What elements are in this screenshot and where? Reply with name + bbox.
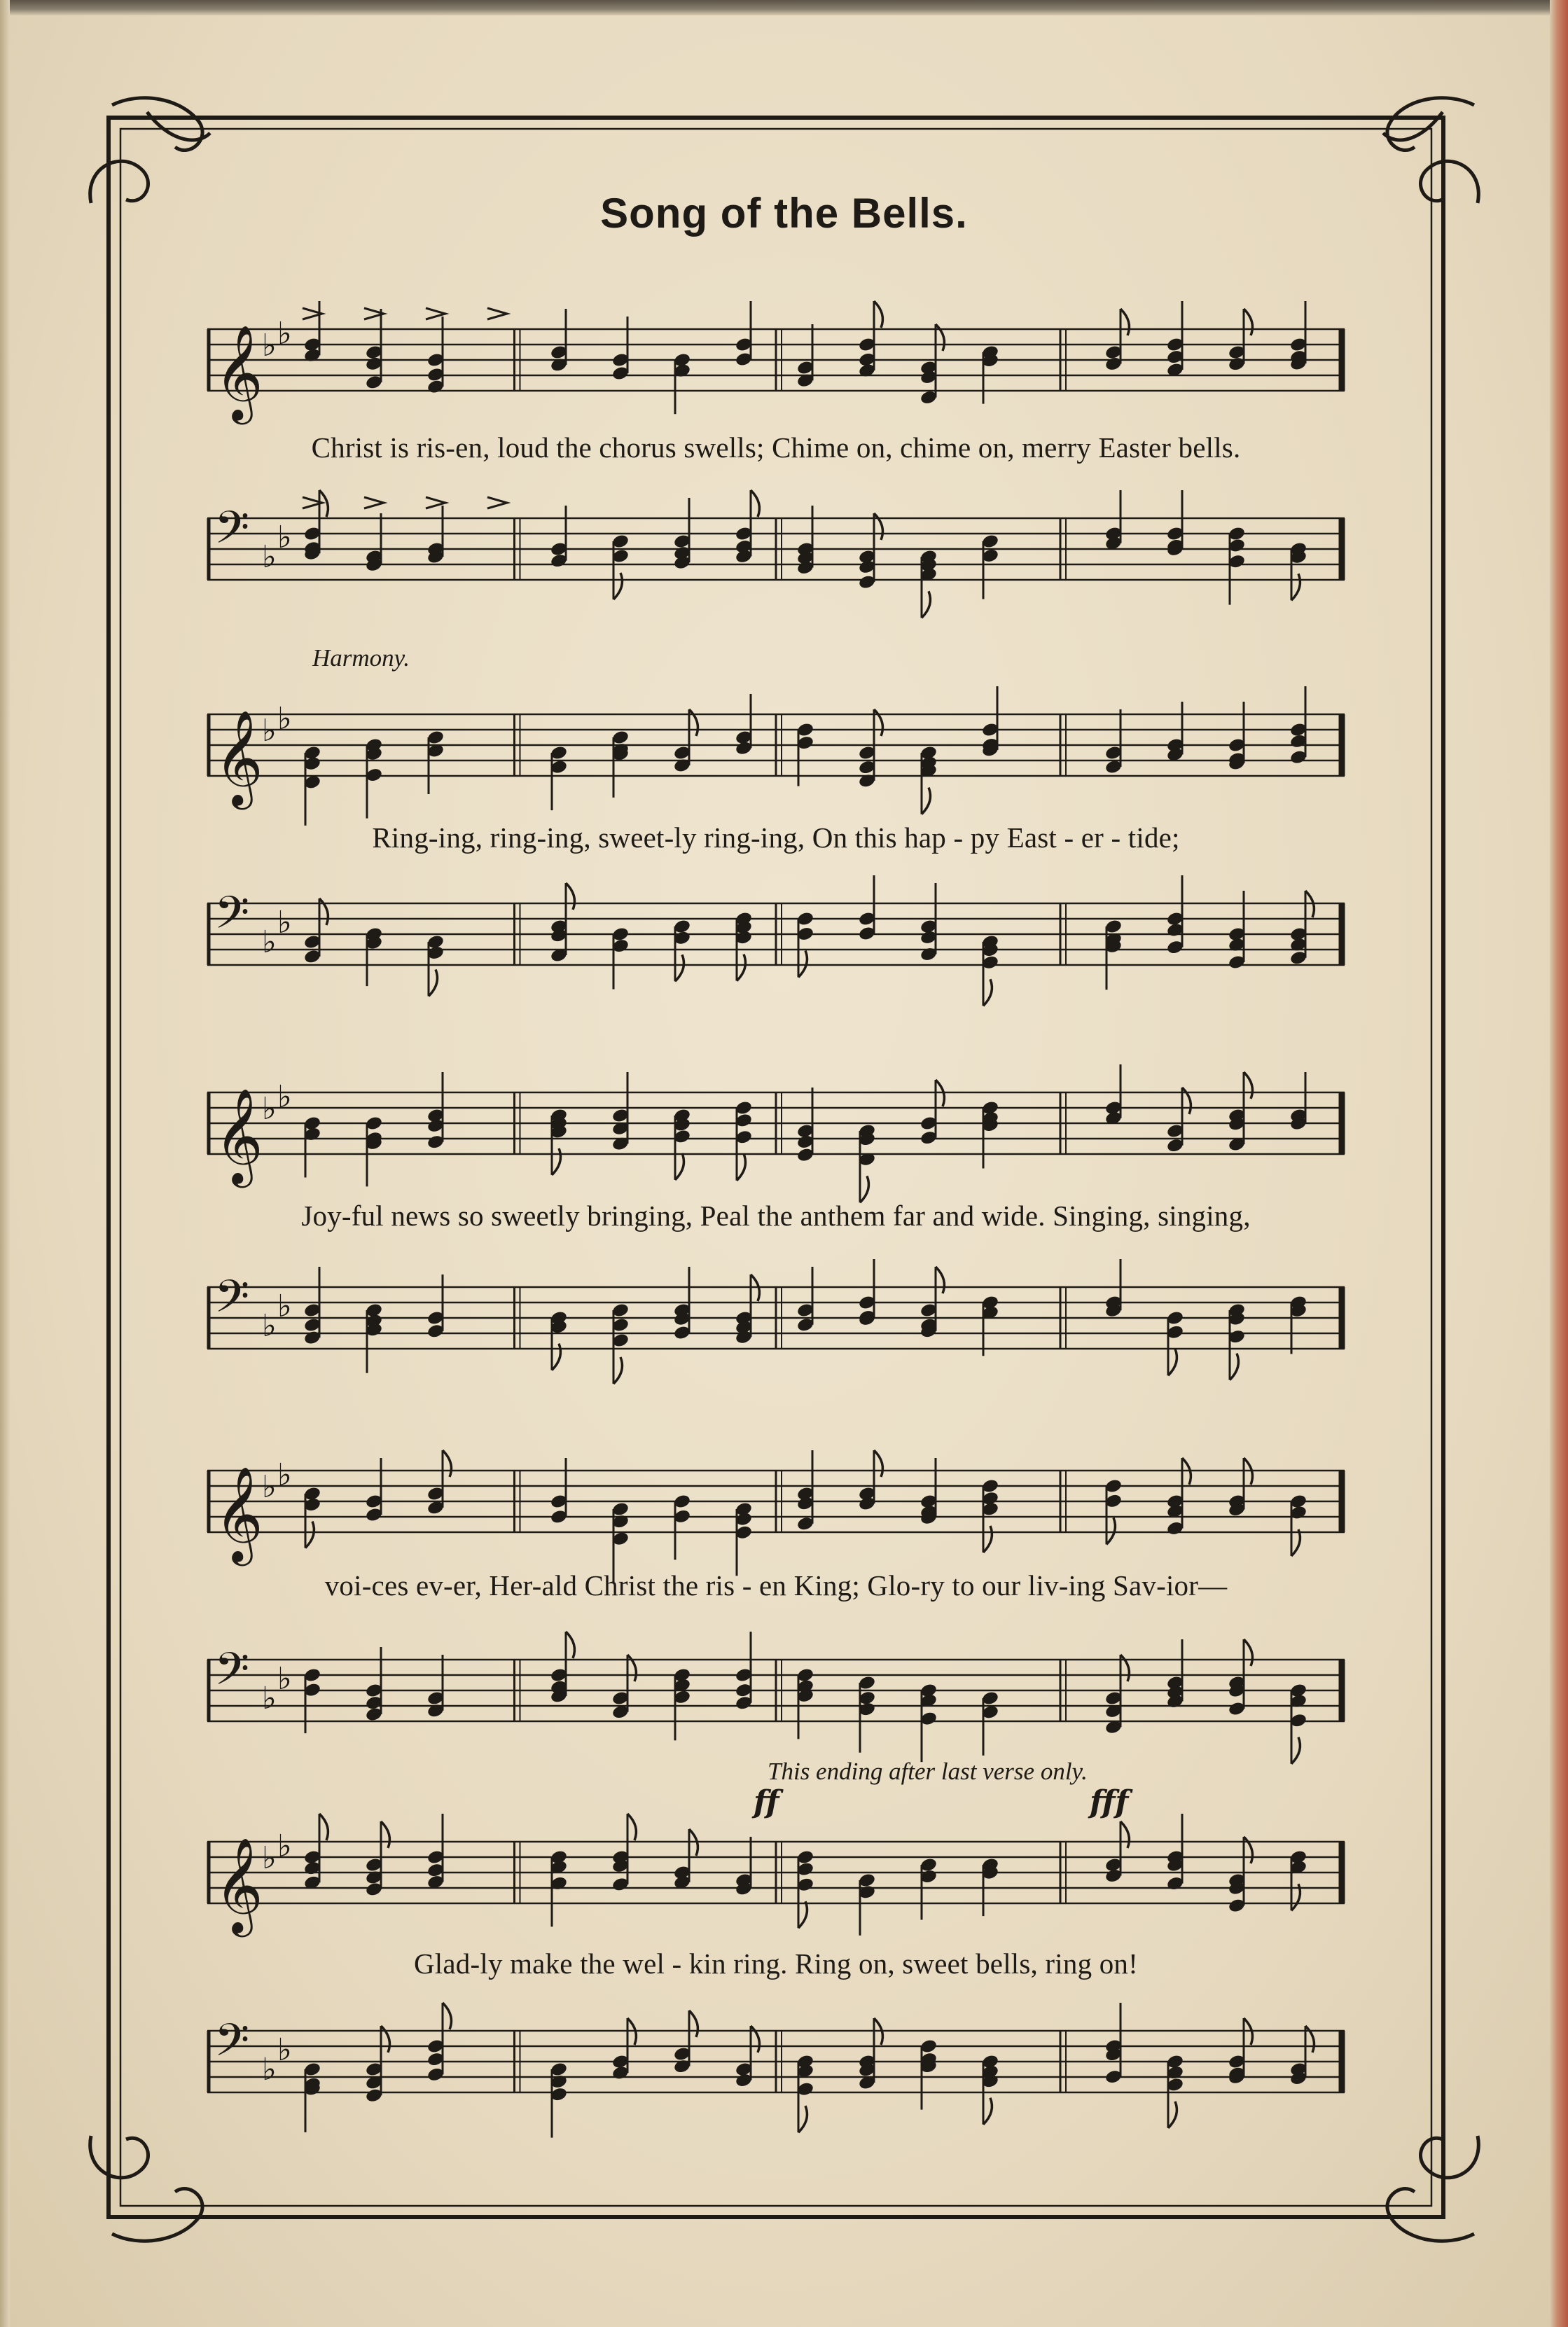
note-flag — [1291, 574, 1300, 600]
notes — [303, 2003, 1314, 2138]
flat-icon: ♭ — [262, 713, 277, 749]
notes — [303, 1632, 1307, 1764]
note-flag — [627, 1655, 636, 1681]
treble-staff — [207, 1800, 1345, 1968]
note-flag — [1244, 309, 1252, 335]
note-flag — [1168, 1349, 1177, 1375]
flat-icon: ♭ — [262, 924, 277, 960]
treble-staff — [207, 287, 1345, 455]
note-flag — [443, 2003, 451, 2029]
note-flag — [1121, 1655, 1129, 1681]
flat-icon: ♭ — [262, 1469, 277, 1505]
notes — [303, 875, 1314, 1006]
note-flag — [1244, 1837, 1252, 1863]
flat-icon: ♭ — [277, 1288, 292, 1324]
treble-staff — [207, 1050, 1345, 1218]
flat-icon: ♭ — [262, 539, 277, 575]
note-flag — [1168, 2102, 1177, 2128]
note-flag — [613, 573, 622, 599]
hymn-title: Song of the Bells. — [600, 190, 968, 237]
note-flag — [1244, 1072, 1252, 1099]
treble-clef-icon: 𝄞 — [214, 324, 263, 420]
lyric-line-1: Christ is ris-en, loud the chorus swells; Chime on, chime on, merry Easter bells. — [311, 431, 1241, 464]
note-flag — [798, 2106, 807, 2132]
note-flag — [689, 2010, 698, 2037]
note-flag — [429, 970, 437, 996]
note-flag — [751, 2026, 759, 2052]
note-flag — [751, 490, 759, 517]
bass-clef-icon: 𝄢 — [214, 502, 250, 565]
note-flag — [566, 883, 574, 910]
flat-icon: ♭ — [262, 2052, 277, 2088]
note-flag — [936, 1267, 944, 1293]
note-flag — [922, 591, 930, 618]
bass-staff — [207, 861, 1345, 1029]
notes — [303, 686, 1307, 826]
flat-icon: ♭ — [262, 1681, 277, 1716]
note-flag — [1291, 1529, 1300, 1556]
flat-icon: ♭ — [277, 1457, 292, 1493]
accent-icon — [364, 497, 384, 508]
note-flag — [1230, 1354, 1238, 1380]
flat-icon: ♭ — [277, 905, 292, 940]
note-flag — [381, 2026, 389, 2052]
bass-staff — [207, 476, 1345, 644]
note-flag — [552, 1148, 560, 1175]
notes — [303, 301, 1307, 414]
flat-icon: ♭ — [277, 1828, 292, 1864]
bass-clef-icon: 𝄢 — [214, 2015, 250, 2078]
note-flag — [983, 979, 992, 1006]
note-flag — [922, 788, 930, 814]
flat-icon: ♭ — [262, 328, 277, 363]
note-flag — [675, 954, 684, 981]
flat-icon: ♭ — [277, 1661, 292, 1697]
note-flag — [566, 1632, 574, 1658]
note-flag — [1106, 1517, 1115, 1544]
note-flag — [552, 1344, 560, 1370]
lyric-line-4: voi-ces ev-er, Her-ald Christ the ris - en King; Glo-ry to our liv-ing Sav-ior— — [324, 1569, 1228, 1602]
note-flag — [798, 1901, 807, 1928]
lyric-line-5: Glad-ly make the wel - kin ring. Ring on, sweet bells, ring on! — [414, 1947, 1138, 1980]
treble-clef-icon: 𝄞 — [214, 1836, 263, 1933]
notes — [303, 1814, 1307, 1936]
note-flag — [443, 1450, 451, 1477]
flat-icon: ♭ — [262, 1308, 277, 1344]
treble-clef-icon: 𝄞 — [214, 709, 263, 805]
accent-marks — [303, 497, 507, 508]
note-flag — [1305, 2026, 1314, 2052]
flat-icon: ♭ — [277, 1079, 292, 1115]
treble-clef-icon: 𝄞 — [214, 1087, 263, 1183]
accent-icon — [487, 308, 507, 319]
note-flag — [319, 898, 328, 925]
treble-staff — [207, 672, 1345, 840]
notes — [303, 490, 1307, 618]
notes — [303, 1064, 1307, 1202]
lyric-line-2: Ring-ing, ring-ing, sweet-ly ring-ing, On this hap - py East - er - tide; — [372, 821, 1180, 854]
note-flag — [1182, 1088, 1191, 1114]
bass-staff — [207, 1245, 1345, 1413]
dynamic-fff: fff — [1090, 1784, 1129, 1820]
harmony-annotation: Harmony. — [312, 644, 410, 672]
bass-clef-icon: 𝄢 — [214, 1271, 250, 1334]
flat-icon: ♭ — [262, 1840, 277, 1876]
note-flag — [381, 1821, 389, 1848]
bass-clef-icon: 𝄢 — [214, 1644, 250, 1707]
flat-icon: ♭ — [277, 316, 292, 352]
note-flag — [1244, 1639, 1252, 1666]
note-flag — [874, 301, 882, 328]
note-flag — [737, 1154, 745, 1181]
note-flag — [874, 1450, 882, 1477]
dynamic-ff: ff — [754, 1784, 779, 1820]
notes — [303, 1259, 1307, 1384]
note-flag — [1121, 309, 1129, 335]
note-flag — [1291, 1737, 1300, 1764]
note-flag — [798, 950, 807, 977]
note-flag — [613, 1357, 622, 1384]
note-flag — [983, 1526, 992, 1553]
lyric-line-3: Joy-ful news so sweetly bringing, Peal the anthem far and wide. Singing, singing, — [301, 1200, 1251, 1232]
note-flag — [1121, 1821, 1129, 1848]
bass-staff — [207, 1989, 1345, 2157]
flat-icon: ♭ — [277, 2032, 292, 2068]
note-flag — [983, 2098, 992, 2125]
note-flag — [305, 1522, 314, 1548]
flat-icon: ♭ — [277, 520, 292, 555]
accent-marks — [303, 308, 507, 319]
treble-clef-icon: 𝄞 — [214, 1465, 263, 1562]
flat-icon: ♭ — [277, 701, 292, 737]
note-flag — [675, 1153, 684, 1180]
note-flag — [319, 1814, 328, 1840]
ending-annotation: This ending after last verse only. — [768, 1758, 1088, 1785]
note-flag — [737, 954, 745, 981]
flat-icon: ♭ — [262, 1091, 277, 1127]
accent-icon — [487, 497, 507, 508]
bass-clef-icon: 𝄢 — [214, 887, 250, 950]
note-flag — [627, 1814, 636, 1840]
